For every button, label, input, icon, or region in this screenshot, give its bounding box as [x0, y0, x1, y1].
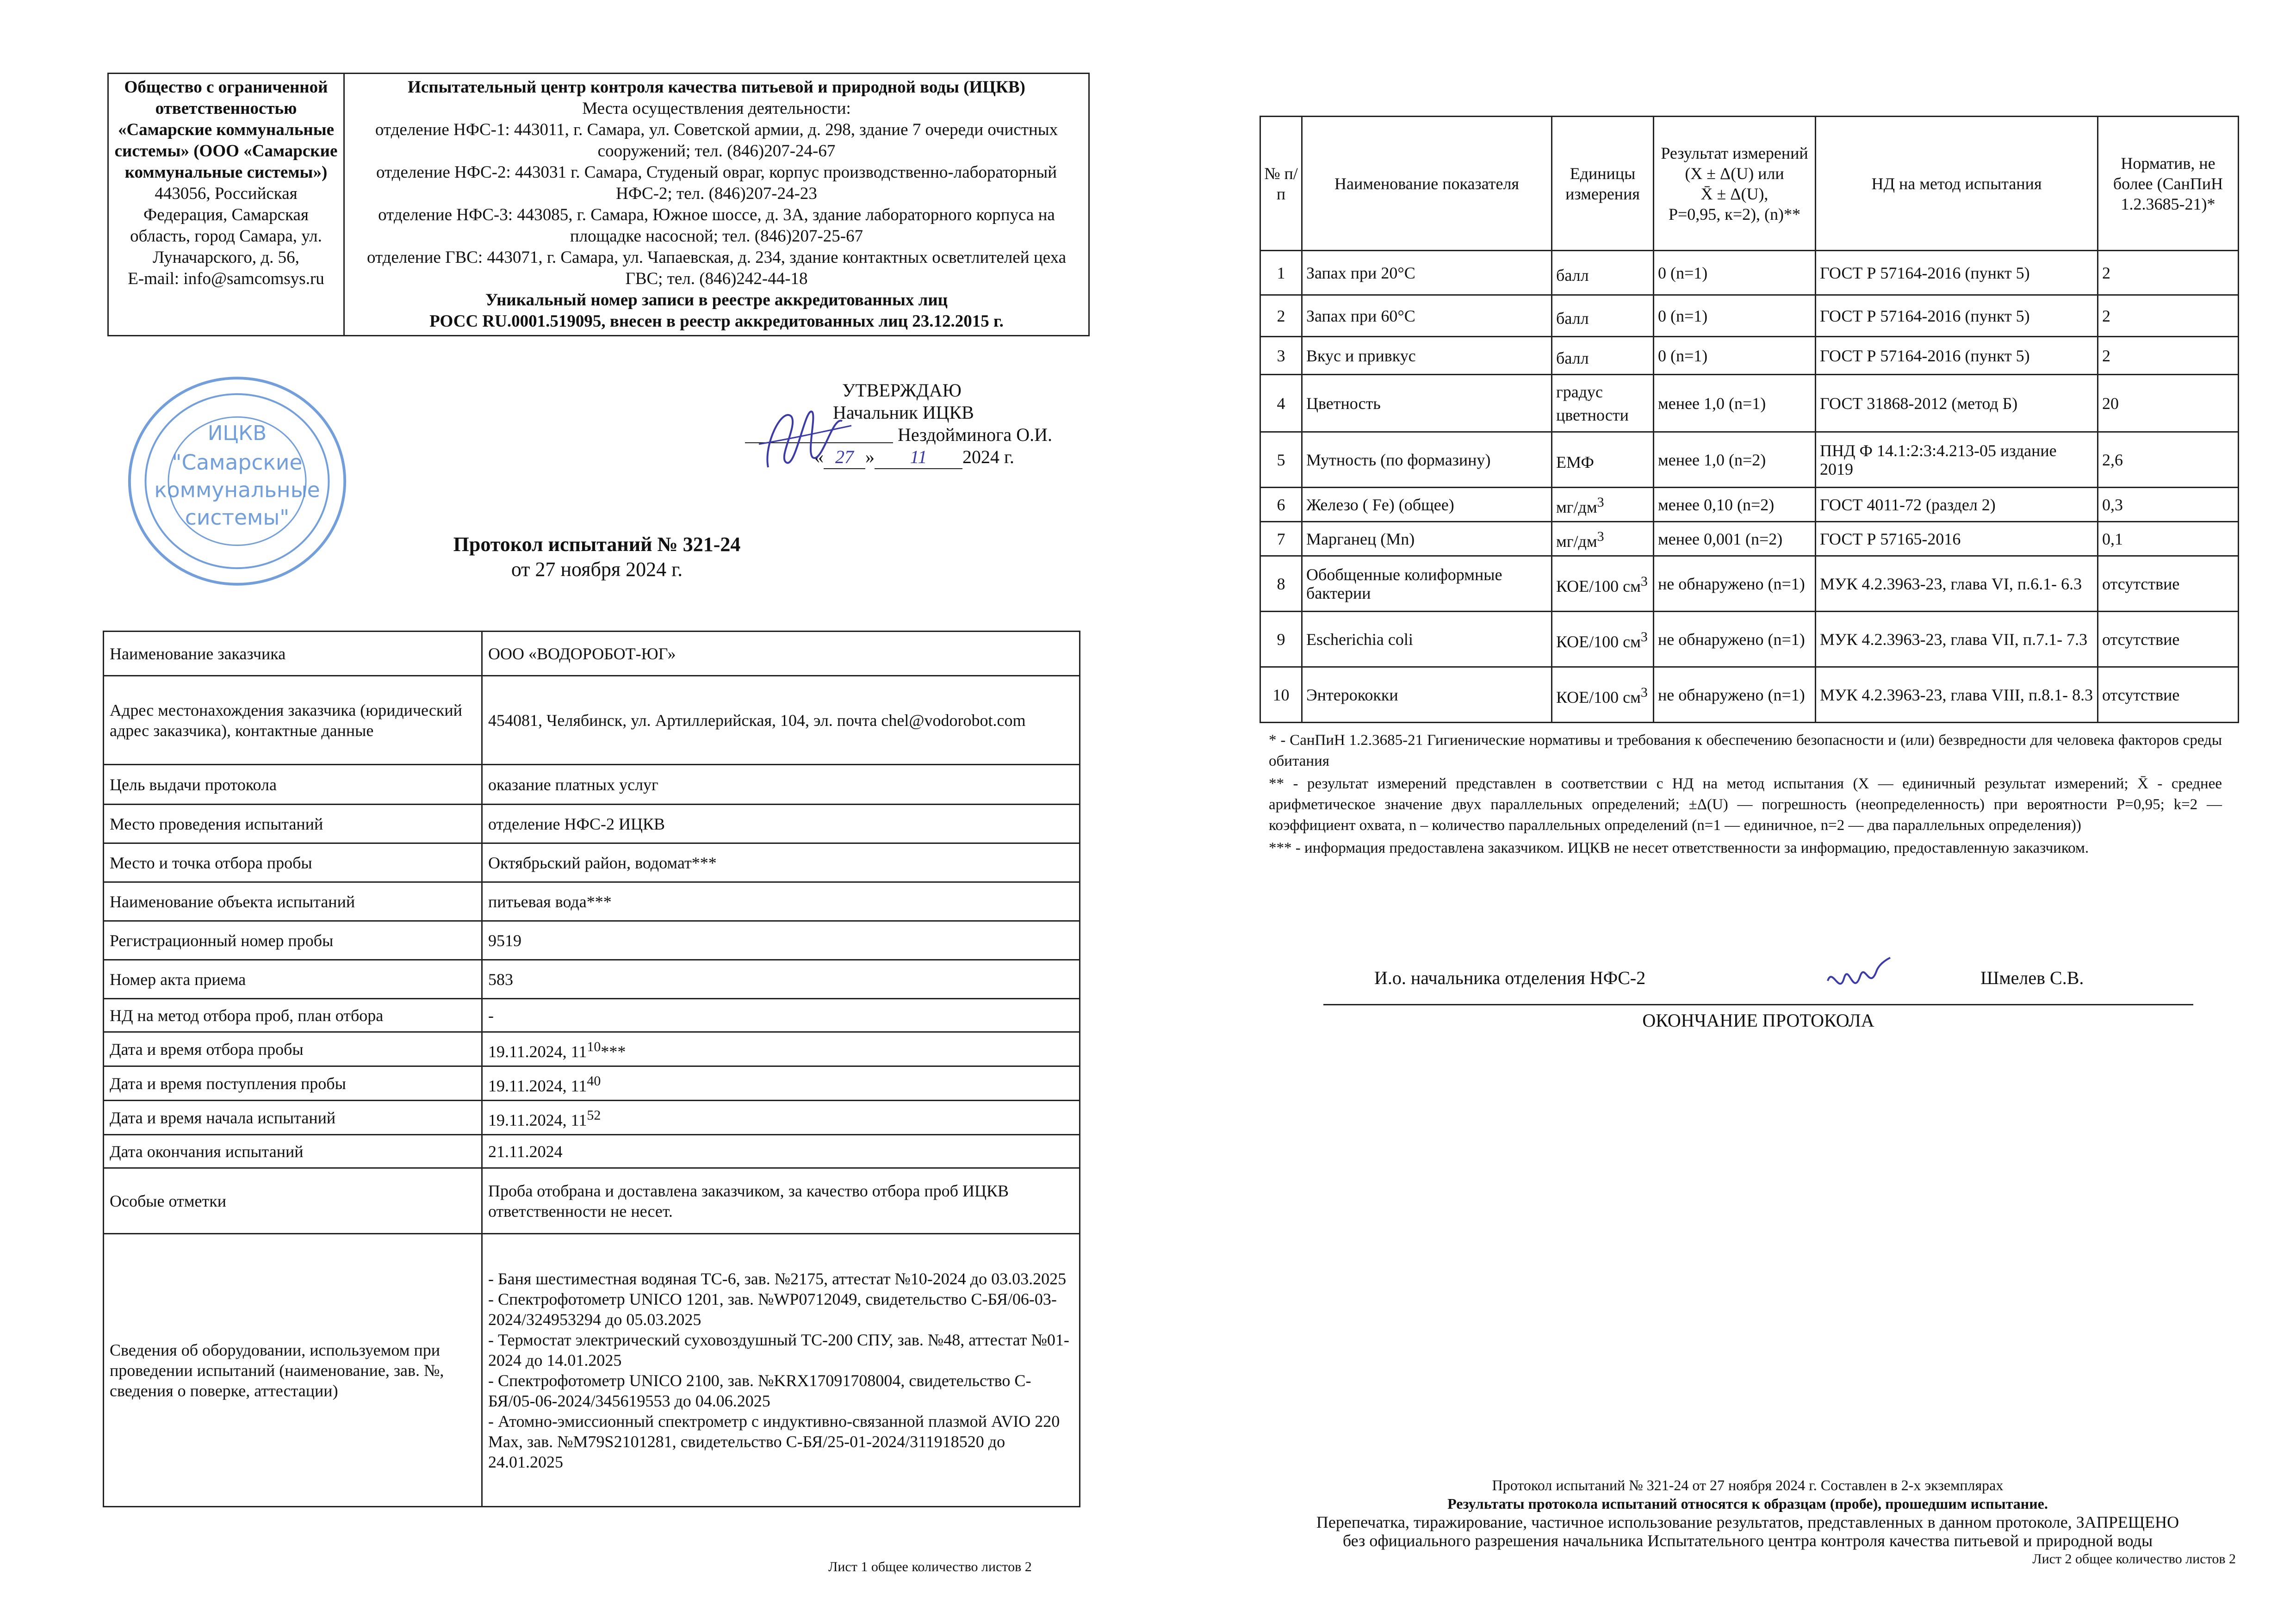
table-row: [104, 1234, 1080, 1507]
table-row: [104, 1032, 1080, 1066]
unit-text: КОЕ/100 см: [1556, 688, 1641, 706]
footnote: ** - результат измерений представлен в соответствии с НД на метод испытания (X — единичный результат измерений; X̄ - среднее арифметическое значение двух параллельных определений; ±Δ(U) — погрешность (неопределенность) при вероятности P=0,95; k=2 — коэффициент охвата, n – количество параллельных определений (n=1 — единичное, n=2 — два параллельных определения)): [1269, 775, 2222, 834]
row-number: 5: [1260, 432, 1302, 488]
protocol-title-block: [106, 532, 1087, 582]
row-unit: [1552, 522, 1654, 556]
header-line: P=0,95, к=2), (n)**: [1668, 204, 1801, 223]
info-value: [482, 1101, 1080, 1135]
row-name: Марганец (Mn): [1302, 522, 1552, 556]
info-label: Дата и время поступления пробы: [104, 1066, 482, 1101]
row-norm: 20: [2098, 375, 2239, 432]
table-row: [104, 1101, 1080, 1135]
unit-text: ЕМФ: [1556, 452, 1594, 471]
time-value: 19.11.2024, 11: [488, 1042, 587, 1061]
col-header-unit: Единицы измерения: [1552, 117, 1654, 251]
approval-day: 27: [824, 446, 865, 469]
table-row: [104, 921, 1080, 960]
row-name: Мутность (по формазину): [1302, 432, 1552, 488]
row-method: ГОСТ Р 57165-2016: [1816, 522, 2098, 556]
info-label: Место проведения испытаний: [104, 805, 482, 843]
row-method: МУК 4.2.3963-23, глава VI, п.6.1- 6.3: [1816, 556, 2098, 612]
info-value: -: [482, 999, 1080, 1032]
row-result: менее 0,001 (n=2): [1654, 522, 1816, 556]
lab-branch: отделение НФС-3: 443085, г. Самара, Южное шоссе, д. 3А, здание лабораторного корпуса на площадке насосной; тел. (846)207-25-67: [378, 205, 1055, 246]
signer-name: Шмелев С.В.: [1980, 967, 2084, 988]
organization-address: 443056, Российская Федерация, Самарская область, город Самара, ул. Луначарского, д. 56,: [130, 184, 322, 267]
row-unit: [1552, 556, 1654, 612]
unit-sup: 3: [1597, 528, 1604, 544]
row-norm: отсутствие: [2098, 667, 2239, 723]
info-value: ООО «ВОДОРОБОТ-ЮГ»: [482, 632, 1080, 676]
signature-block: [1323, 953, 2193, 1046]
row-number: 9: [1260, 612, 1302, 667]
info-label: Адрес местонахождения заказчика (юридический адрес заказчика), контактные данные: [104, 676, 482, 765]
approval-date: « 27 » 11 2024 г.: [814, 446, 1014, 469]
registry-line: Уникальный номер записи в реестре аккредитованных лиц: [485, 291, 948, 310]
footnote: * - СанПиН 1.2.3685-21 Гигиенические нормативы и требования к обеспечению безопасности и (или) безвредности для человека факторов среды обитания: [1269, 732, 2222, 769]
row-name: Обобщенные колиформные бактерии: [1302, 556, 1552, 612]
unit-text: балл: [1556, 309, 1589, 328]
row-unit: [1552, 667, 1654, 723]
row-result: менее 0,10 (n=2): [1654, 488, 1816, 522]
equipment-item: - Спектрофотометр UNICO 2100, зав. №KRX17091708004, свидетельство С-БЯ/05-06-2024/345619553 до 04.06.2025: [488, 1371, 1031, 1410]
equipment-item: - Баня шестиместная водяная ТС-6, зав. №2175, аттестат №10-2024 до 03.03.2025: [488, 1269, 1067, 1288]
table-row: [1260, 667, 2239, 723]
info-label: Особые отметки: [104, 1168, 482, 1234]
info-value: 454081, Челябинск, ул. Артиллерийская, 104, эл. почта chel@vodorobot.com: [482, 676, 1080, 765]
row-name: Вкус и привкус: [1302, 337, 1552, 375]
info-value: Проба отобрана и доставлена заказчиком, за качество отбора проб ИЦКВ ответственности не несет.: [482, 1168, 1080, 1234]
row-unit: [1552, 295, 1654, 337]
info-value: [482, 1032, 1080, 1066]
stamp-line: системы": [185, 505, 290, 530]
row-number: 3: [1260, 337, 1302, 375]
equipment-item: - Термостат электрический суховоздушный ТС-200 СПУ, зав. №48, аттестат №01-2024 до 14.01.2025: [488, 1330, 1069, 1369]
table-row: [104, 1135, 1080, 1168]
info-value: питьевая вода***: [482, 882, 1080, 921]
row-norm: 2: [2098, 337, 2239, 375]
organization-cell: [108, 74, 344, 336]
table-row: [1260, 556, 2239, 612]
protocol-info-table: [103, 631, 1080, 1507]
handwritten-signature: [754, 389, 856, 486]
organization-name: Общество с ограниченной ответственностью «Самарские коммунальные системы» (ООО «Самарские коммунальные системы»): [114, 78, 338, 182]
footnotes: [1269, 730, 2222, 861]
stamp-center-text: ИЦКВ: [207, 421, 267, 445]
col-header-method: НД на метод испытания: [1816, 117, 2098, 251]
unit-sup: 3: [1640, 573, 1648, 589]
header-table: [107, 73, 1090, 336]
row-name: Железо ( Fe) (общее): [1302, 488, 1552, 522]
time-value: 19.11.2024, 11: [488, 1110, 587, 1129]
footer-line: Протокол испытаний № 321-24 от 27 ноября 2024 г. Составлен в 2-х экземплярах: [1492, 1477, 2004, 1493]
info-label: Регистрационный номер пробы: [104, 921, 482, 960]
approval-year: 2024 г.: [962, 446, 1014, 467]
page-2-number: Лист 2 общее количество листов 2: [2032, 1551, 2236, 1567]
protocol-date: от 27 ноября 2024 г.: [511, 558, 683, 581]
time-minutes: 10: [587, 1039, 601, 1054]
table-row: [1260, 612, 2239, 667]
time-minutes: 40: [587, 1073, 601, 1089]
table-row: [104, 805, 1080, 843]
header-line: (X ± Δ(U) или: [1685, 164, 1784, 183]
table-row: [104, 1168, 1080, 1234]
unit-text: мг/дм: [1556, 532, 1597, 551]
table-row: [104, 676, 1080, 765]
row-name: Escherichia coli: [1302, 612, 1552, 667]
row-number: 7: [1260, 522, 1302, 556]
time-minutes: 52: [587, 1107, 601, 1123]
row-unit: [1552, 337, 1654, 375]
table-row: [1260, 488, 2239, 522]
footer-line: Перепечатка, тиражирование, частичное использование результатов, представленных в данном протоколе, ЗАПРЕЩЕНО: [1316, 1513, 2179, 1531]
row-norm: 0,1: [2098, 522, 2239, 556]
table-header-row: [1260, 117, 2239, 251]
row-number: 6: [1260, 488, 1302, 522]
registry-line: РОСС RU.0001.519095, внесен в реестр аккредитованных лиц 23.12.2015 г.: [429, 312, 1004, 331]
header-line: X̄ ± Δ(U),: [1700, 184, 1769, 203]
info-value: 583: [482, 960, 1080, 999]
row-method: ГОСТ Р 57164-2016 (пункт 5): [1816, 251, 2098, 295]
info-label: Место и точка отбора пробы: [104, 843, 482, 882]
unit-text: КОЕ/100 см: [1556, 632, 1641, 651]
footer-line: без официального разрешения начальника Испытательного центра контроля качества питьевой и природной воды: [1342, 1531, 2153, 1550]
unit-text: градус цветности: [1556, 382, 1629, 424]
divider-line: [1323, 1004, 2193, 1005]
info-value: 21.11.2024: [482, 1135, 1080, 1168]
row-method: ПНД Ф 14.1:2:3:4.213-05 издание 2019: [1816, 432, 2098, 488]
unit-text: мг/дм: [1556, 497, 1597, 516]
info-label: Номер акта приема: [104, 960, 482, 999]
approval-position: Начальник ИЦКВ: [833, 402, 974, 423]
handwritten-signature: [1823, 953, 1893, 1004]
protocol-end-text: ОКОНЧАНИЕ ПРОТОКОЛА: [1642, 1010, 1874, 1031]
approval-month: 11: [875, 446, 962, 469]
lab-branch: отделение ГВС: 443071, г. Самара, ул. Чапаевская, д. 234, здание контактных осветлителей цеха ГВС; тел. (846)242-44-18: [366, 248, 1067, 288]
lab-cell: [344, 74, 1089, 336]
row-norm: 0,3: [2098, 488, 2239, 522]
row-method: ГОСТ Р 57164-2016 (пункт 5): [1816, 337, 2098, 375]
header-line: Результат измерений: [1661, 143, 1808, 162]
table-row: [104, 765, 1080, 805]
row-result: 0 (n=1): [1654, 251, 1816, 295]
row-name: Цветность: [1302, 375, 1552, 432]
col-header-norm: Норматив, не более (СанПиН 1.2.3685-21)*: [2098, 117, 2239, 251]
table-row: [104, 882, 1080, 921]
unit-text: балл: [1556, 266, 1589, 285]
table-row: [1260, 375, 2239, 432]
lab-title: Испытательный центр контроля качества питьевой и природной воды (ИЦКВ): [408, 78, 1025, 97]
row-name: Запах при 60°С: [1302, 295, 1552, 337]
info-label: Сведения об оборудовании, используемом при проведении испытаний (наименование, зав. №, сведения о поверке, аттестации): [104, 1234, 482, 1507]
row-unit: [1552, 432, 1654, 488]
info-label: Цель выдачи протокола: [104, 765, 482, 805]
time-value: 19.11.2024, 11: [488, 1076, 587, 1095]
row-result: не обнаружено (n=1): [1654, 612, 1816, 667]
approval-block: [745, 379, 1097, 490]
row-unit: [1552, 375, 1654, 432]
row-number: 2: [1260, 295, 1302, 337]
table-row: [1260, 432, 2239, 488]
row-result: 0 (n=1): [1654, 295, 1816, 337]
row-norm: 2: [2098, 251, 2239, 295]
results-table: [1260, 116, 2239, 723]
info-value: Октябрьский район, водомат***: [482, 843, 1080, 882]
info-label: Дата и время начала испытаний: [104, 1101, 482, 1135]
info-value: [482, 1066, 1080, 1101]
row-result: не обнаружено (n=1): [1654, 667, 1816, 723]
row-norm: отсутствие: [2098, 556, 2239, 612]
table-row: [1260, 295, 2239, 337]
equipment-item: - Атомно-эмиссионный спектрометр с индуктивно-связанной плазмой AVIO 220 Max, зав. №M79S2101281, свидетельство С-БЯ/25-01-2024/311918520 до 24.01.2025: [488, 1412, 1060, 1471]
row-method: ГОСТ Р 57164-2016 (пункт 5): [1816, 295, 2098, 337]
time-suffix: ***: [601, 1042, 626, 1061]
signer-position: И.о. начальника отделения НФС-2: [1374, 967, 1646, 988]
table-row: [104, 1066, 1080, 1101]
protocol-title: Протокол испытаний № 321-24: [453, 533, 741, 556]
equipment-list: [482, 1234, 1080, 1507]
row-name: Энтерококки: [1302, 667, 1552, 723]
info-label: Наименование заказчика: [104, 632, 482, 676]
table-row: [104, 960, 1080, 999]
row-result: менее 1,0 (n=2): [1654, 432, 1816, 488]
info-label: Наименование объекта испытаний: [104, 882, 482, 921]
stamp-line: "Самарские: [172, 450, 303, 475]
page-2-footer: [1260, 1476, 2236, 1568]
equipment-item: - Спектрофотометр UNICO 1201, зав. №WP0712049, свидетельство С-БЯ/06-03-2024/324953294 до 05.03.2025: [488, 1289, 1057, 1329]
unit-text: КОЕ/100 см: [1556, 576, 1641, 595]
unit-sup: 3: [1640, 684, 1648, 700]
row-method: ГОСТ 4011-72 (раздел 2): [1816, 488, 2098, 522]
approval-name: Нездойминога О.И.: [898, 424, 1053, 445]
row-result: не обнаружено (n=1): [1654, 556, 1816, 612]
info-value: 9519: [482, 921, 1080, 960]
col-header-num: № п/п: [1260, 117, 1302, 251]
lab-branch: отделение НФС-1: 443011, г. Самара, ул. Советской армии, д. 298, здание 7 очереди очистных сооружений; тел. (846)207-24-67: [375, 120, 1058, 161]
footer-line: Результаты протокола испытаний относятся к образцам (пробе), прошедшим испытание.: [1447, 1495, 2048, 1512]
row-number: 8: [1260, 556, 1302, 612]
row-norm: 2: [2098, 295, 2239, 337]
unit-text: балл: [1556, 348, 1589, 367]
unit-sup: 3: [1640, 629, 1648, 644]
row-unit: [1552, 251, 1654, 295]
stamp-line: коммунальные: [154, 477, 320, 502]
approval-label: УТВЕРЖДАЮ: [842, 380, 962, 401]
table-row: [104, 632, 1080, 676]
unit-sup: 3: [1597, 494, 1604, 510]
row-norm: отсутствие: [2098, 612, 2239, 667]
info-value: оказание платных услуг: [482, 765, 1080, 805]
page-1-number: Лист 1 общее количество листов 2: [828, 1559, 1032, 1574]
table-row: [1260, 251, 2239, 295]
table-row: [1260, 337, 2239, 375]
row-result: 0 (n=1): [1654, 337, 1816, 375]
table-row: [104, 843, 1080, 882]
table-row: [1260, 522, 2239, 556]
row-norm: 2,6: [2098, 432, 2239, 488]
lab-branch: отделение НФС-2: 443031 г. Самара, Студеный овраг, корпус производственно-лабораторный НФС-2; тел. (846)207-24-23: [376, 163, 1057, 203]
info-label: Дата и время отбора пробы: [104, 1032, 482, 1066]
row-method: ГОСТ 31868-2012 (метод Б): [1816, 375, 2098, 432]
organization-email: E-mail: info@samcomsys.ru: [128, 269, 324, 288]
footnote: *** - информация предоставлена заказчиком. ИЦКВ не несет ответственности за информацию, предоставленную заказчиком.: [1269, 840, 2089, 856]
row-unit: [1552, 612, 1654, 667]
col-header-result: [1654, 117, 1816, 251]
row-method: МУК 4.2.3963-23, глава VII, п.7.1- 7.3: [1816, 612, 2098, 667]
row-method: МУК 4.2.3963-23, глава VIII, п.8.1- 8.3: [1816, 667, 2098, 723]
info-label: НД на метод отбора проб, план отбора: [104, 999, 482, 1032]
lab-places-title: Места осуществления деятельности:: [582, 99, 851, 118]
row-number: 1: [1260, 251, 1302, 295]
info-label: Дата окончания испытаний: [104, 1135, 482, 1168]
row-result: менее 1,0 (n=1): [1654, 375, 1816, 432]
row-number: 4: [1260, 375, 1302, 432]
col-header-name: Наименование показателя: [1302, 117, 1552, 251]
row-name: Запах при 20°С: [1302, 251, 1552, 295]
info-value: отделение НФС-2 ИЦКВ: [482, 805, 1080, 843]
row-unit: [1552, 488, 1654, 522]
table-row: [104, 999, 1080, 1032]
row-number: 10: [1260, 667, 1302, 723]
